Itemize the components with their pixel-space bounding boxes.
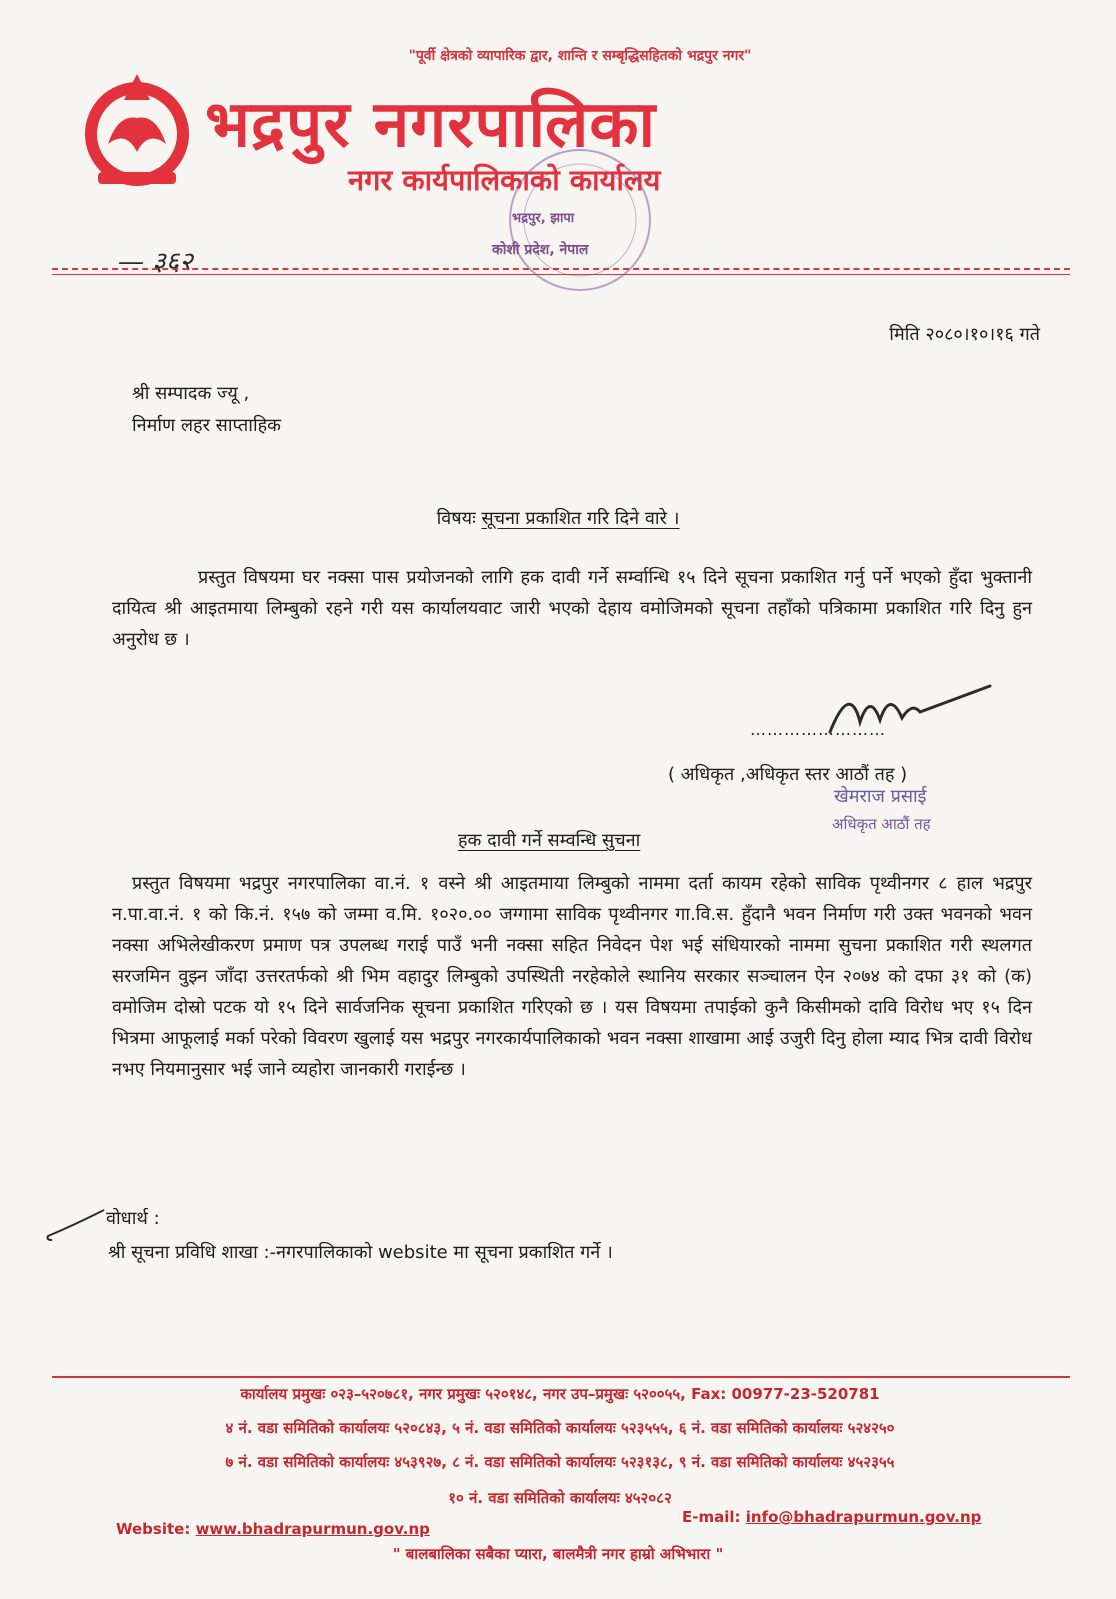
subject-line [0, 506, 1116, 530]
footer-contacts-line-1: कार्यालय प्रमुखः ०२३–५२०७८१, नगर प्रमुखः ५२०१४८, नगर उप–प्रमुखः ५२००५५, Fax: 00977-23-520781 [240, 1385, 880, 1403]
address-line-1: भद्रपुर, झापा [512, 211, 575, 226]
website-link[interactable]: www.bhadrapurmun.gov.np [195, 1520, 430, 1538]
signature-dots: …………………… [750, 720, 886, 739]
request-paragraph: प्रस्तुत विषयमा घर नक्सा पास प्रयोजनको लागि हक दावी गर्ने सर्म्वान्धि १५ दिने सूचना प्रकाशित गर्नु पर्ने भएको हुँदा भुक्तानी दायित्व श्री आइतमाया लिम्बुको रहने गरी यस कार्यालयवाट जारी भएको देहाय वमोजिमको सूचना तहाँको पत्रिकामा प्रकाशित गरि दिनु हुन अनुरोध छ । [112, 567, 1032, 650]
email-label: E-mail: [682, 1508, 741, 1526]
office-name: नगर कार्यपालिकाको कार्यालय [348, 163, 661, 197]
cc-line: श्री सूचना प्रविधि शाखा :-नगरपालिकाको website मा सूचना प्रकाशित गर्ने । [108, 1242, 613, 1263]
reference-number: — ३६२ [118, 247, 193, 277]
footer-motto: " बालबालिका सबैका प्यारा, बालमैत्री नगर हाम्रो अभिभारा " [392, 1545, 724, 1563]
subject-text: सूचना प्रकाशित गरि दिने वारे । [481, 508, 680, 529]
signatory-title: ( अधिकृत ,अधिकृत स्तर आठौं तह ) [668, 764, 908, 785]
footer-contacts-line-2: ४ नं. वडा समितिको कार्यालयः ५२०८४३, ५ नं. वडा समितिको कार्यालयः ५२३५५५, ६ नं. वडा समितिको कार्यालयः ५२४२५० [225, 1419, 895, 1437]
email-link[interactable]: info@bhadrapurmun.gov.np [745, 1508, 982, 1526]
website-label: Website: [116, 1520, 191, 1538]
recipient-line-2: निर्माण लहर साप्ताहिक [132, 415, 281, 436]
letterhead-tagline: "पूर्वी क्षेत्रको व्यापारिक द्वार, शान्ति र सम्बृद्धिसहितको भद्रपुर नगर" [408, 48, 752, 64]
letter-date: मिति २०८०।१०।१६ गते [889, 324, 1040, 345]
footer-website [116, 1520, 430, 1538]
notice-title-text: हक दावी गर्ने सम्वन्धि सुचना [458, 830, 641, 851]
footer-contacts-line-4: १० नं. वडा समितिको कार्यालयः ४५२०८२ [448, 1489, 672, 1507]
header-divider [52, 268, 1070, 270]
signatory-stamp-rank: अधिकृत आठौं तह [832, 815, 931, 833]
footer-contacts-line-3: ७ नं. वडा समितिको कार्यालयः ४५३९२७, ८ नं. वडा समितिको कार्यालयः ५२३१३८, ९ नं. वडा समितिको कार्यालयः ४५२३५५ [225, 1453, 895, 1471]
subject-prefix: विषयः [436, 508, 476, 529]
address-line-2: कोशी प्रदेश, नेपाल [492, 242, 589, 258]
recipient-line-1: श्री सम्पादक ज्यू , [132, 383, 250, 404]
recipient-block [132, 378, 281, 442]
nepal-emblem-icon [78, 60, 196, 198]
signatory-stamp-name: खेमराज प्रसाई [834, 786, 927, 807]
signature-icon [820, 672, 1020, 752]
notice-title [458, 828, 640, 852]
cc-title: वोधार्थ : [106, 1208, 160, 1229]
footer-email [682, 1508, 981, 1526]
footer-divider [52, 1376, 1070, 1378]
org-name: भद्रपुर नगरपालिका [205, 88, 657, 162]
header-divider-2 [52, 274, 1070, 275]
notice-paragraph: प्रस्तुत विषयमा भद्रपुर नगरपालिका वा.नं. १ वस्ने श्री आइतमाया लिम्बुको नाममा दर्ता कायम रहेको साविक पृथ्वीनगर ८ हाल भद्रपुर न.पा.वा.नं. १ को कि.नं. १५७ को जम्मा व.मि. १०२०.०० जग्गामा साविक पृथ्वीनगर गा.वि.स. हुँदानै भवन निर्माण गरी उक्त भवनको भवन नक्सा अभिलेखीकरण प्रमाण पत्र उपलब्ध गराई पाउँ भनी नक्सा सहित निवेदन पेश भई संधियारको नाममा सुचना प्रकाशित गरी स्थलगत सरजमिन वुझ्न जाँदा उत्तरतर्फको श्री भिम वहादुर लिम्बुको उपस्थिती नरहेकोले स्थानिय सरकार सञ्चालन ऐन २०७४ को दफा ३१ को (क) वमोजिम दोस्रो पटक यो १५ दिने सार्वजनिक सूचना प्रकाशित गरिएको छ । यस विषयमा तपाईको कुनै किसीमको दावि विरोध भए १५ दिन भित्रमा आफूलाई मर्का परेको विवरण खुलाई यस भद्रपुर नगरकार्यपालिकाको भवन नक्सा शाखामा आई उजुरी दिनु होला म्याद भित्र दावी विरोध नभए नियमानुसार भई जाने व्यहोरा जानकारी गराईन्छ । [112, 873, 1032, 1080]
